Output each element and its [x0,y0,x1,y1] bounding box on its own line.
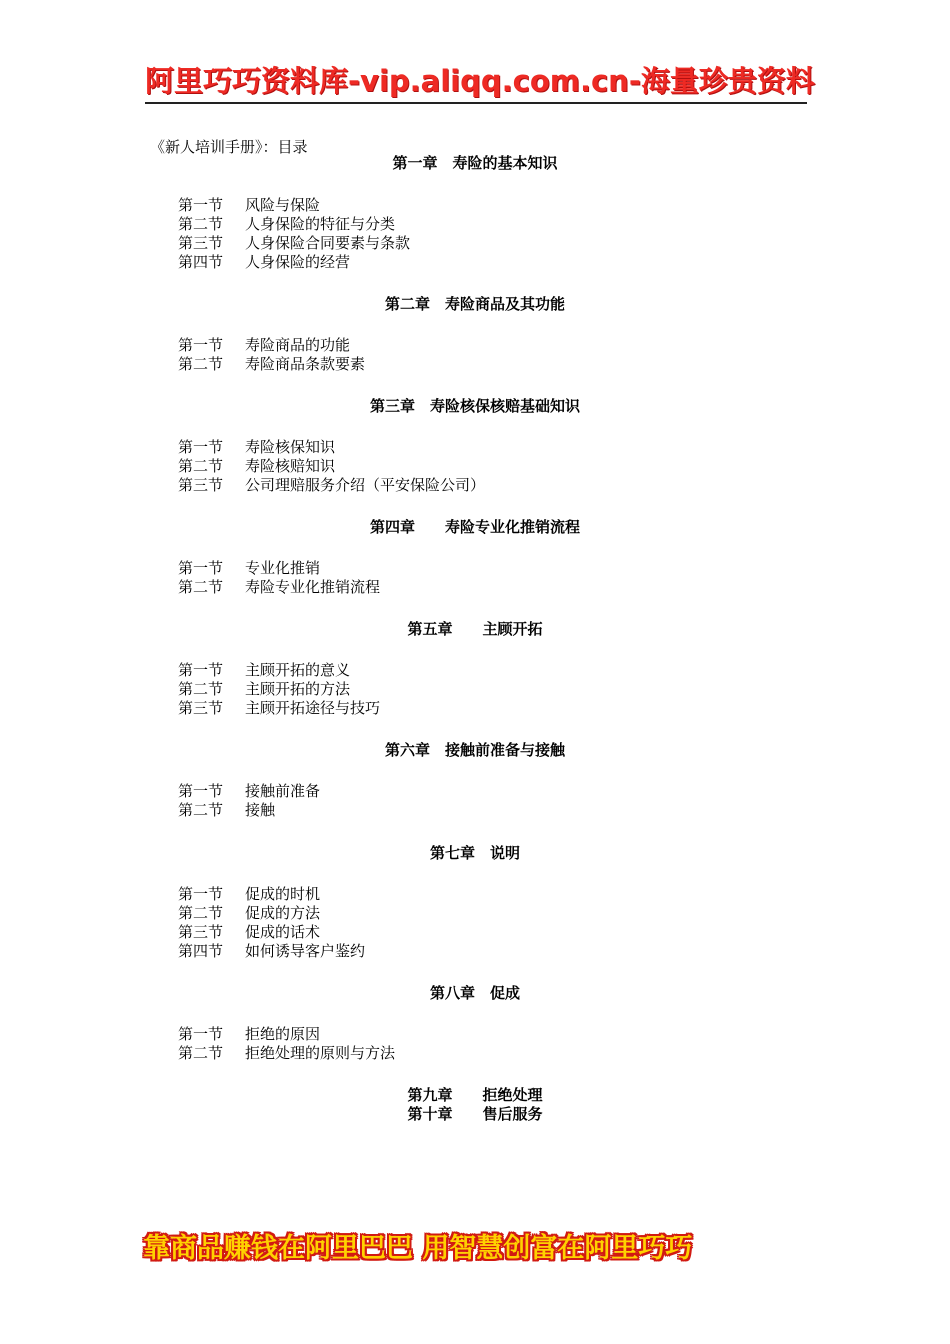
section-title: 接触前准备 [245,782,321,800]
section-title: 促成的话术 [245,923,321,941]
section-title: 促成的时机 [245,885,321,903]
section-number: 第一节 [178,782,224,800]
chapter-heading: 第六章 接触前准备与接触 [384,741,565,759]
chapter-heading: 第九章 拒绝处理 [407,1086,543,1104]
section-title: 风险与保险 [245,196,321,214]
section-item [178,699,380,718]
section-item [178,355,365,374]
section-number: 第二节 [178,215,224,233]
section-title: 如何诱导客户鉴约 [245,942,366,960]
section-item [178,253,350,272]
section-item [178,476,485,495]
section-number: 第一节 [178,438,224,456]
section-number: 第二节 [178,355,224,373]
section-number: 第二节 [178,457,224,475]
section-number: 第三节 [178,923,224,941]
bottom-banner: 靠商品赚钱在阿里巴巴 用智慧创富在阿里巧巧 [143,1233,693,1264]
section-item [178,782,320,801]
section-number: 第一节 [178,196,224,214]
section-item [178,1025,320,1044]
section-title: 公司理赔服务介绍（平安保险公司） [245,476,486,494]
section-number: 第二节 [178,904,224,922]
section-number: 第二节 [178,1044,224,1062]
chapter-heading: 第七章 说明 [429,844,520,862]
top-banner: 阿里巧巧资料库-vip.aliqq.com.cn-海量珍贵资料 [145,62,807,104]
section-item [178,923,320,942]
chapter-heading: 第十章 售后服务 [407,1105,543,1123]
section-title: 寿险商品条款要素 [245,355,366,373]
section-number: 第一节 [178,885,224,903]
section-item [178,904,320,923]
section-title: 人身保险的特征与分类 [245,215,396,233]
section-item [178,457,335,476]
section-title: 接触 [245,801,276,819]
section-item [178,680,350,699]
chapter-heading: 第八章 促成 [429,984,520,1002]
section-number: 第二节 [178,578,224,596]
chapter-heading: 第五章 主顾开拓 [407,620,543,638]
section-number: 第三节 [178,699,224,717]
section-number: 第二节 [178,680,224,698]
section-title: 拒绝处理的原则与方法 [245,1044,396,1062]
section-item [178,661,350,680]
section-title: 拒绝的原因 [245,1025,321,1043]
section-item [178,196,320,215]
section-title: 寿险核赔知识 [245,457,336,475]
section-item [178,234,410,253]
section-item [178,559,320,578]
section-title: 专业化推销 [245,559,321,577]
section-item [178,215,395,234]
section-item [178,438,335,457]
chapter-heading: 第二章 寿险商品及其功能 [384,295,565,313]
section-title: 人身保险的经营 [245,253,351,271]
section-title: 主顾开拓的意义 [245,661,351,679]
section-title: 寿险专业化推销流程 [245,578,381,596]
document-title: 《新人培训手册》：目录 [150,138,308,156]
section-number: 第四节 [178,253,224,271]
chapter-heading: 第三章 寿险核保核赔基础知识 [369,397,580,415]
section-number: 第四节 [178,942,224,960]
section-item [178,578,380,597]
chapter-heading: 第四章 寿险专业化推销流程 [369,518,580,536]
section-title: 寿险商品的功能 [245,336,351,354]
section-number: 第三节 [178,234,224,252]
section-item [178,336,350,355]
section-number: 第一节 [178,1025,224,1043]
section-item [178,1044,395,1063]
section-number: 第一节 [178,336,224,354]
section-title: 主顾开拓途径与技巧 [245,699,381,717]
section-number: 第三节 [178,476,224,494]
section-title: 寿险核保知识 [245,438,336,456]
section-item [178,801,275,820]
section-number: 第一节 [178,559,224,577]
section-number: 第二节 [178,801,224,819]
section-title: 人身保险合同要素与条款 [245,234,411,252]
section-title: 促成的方法 [245,904,321,922]
chapter-heading: 第一章 寿险的基本知识 [392,154,558,172]
section-number: 第一节 [178,661,224,679]
section-title: 主顾开拓的方法 [245,680,351,698]
section-item [178,885,320,904]
section-item [178,942,365,961]
